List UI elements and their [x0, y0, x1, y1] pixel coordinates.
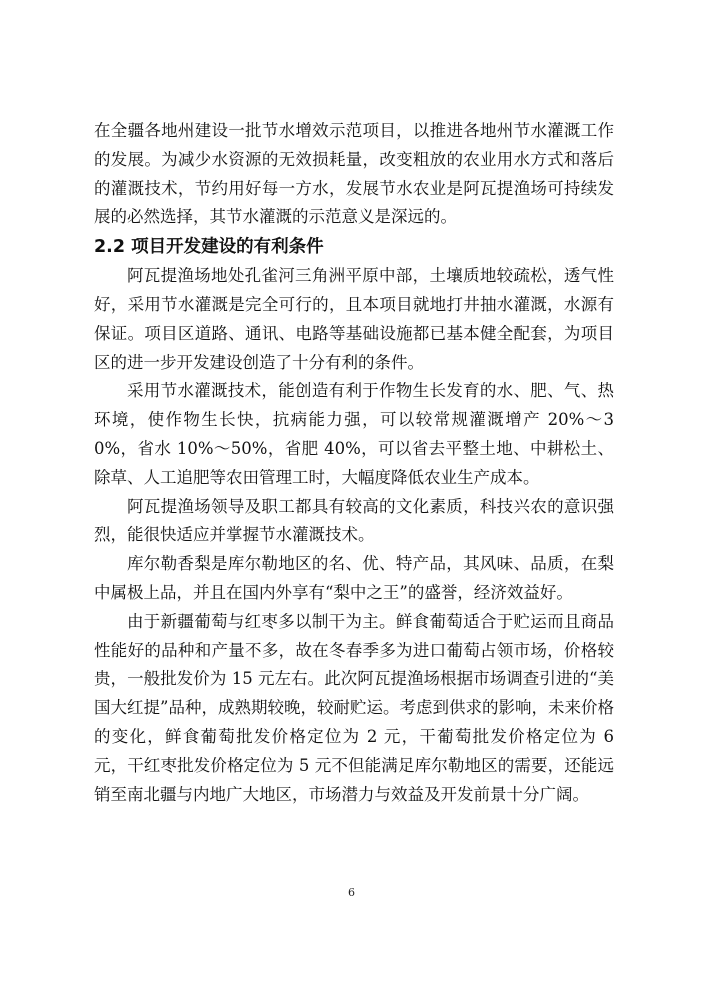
paragraph-irrigation-benefits: 采用节水灌溉技术，能创造有利于作物生长发育的水、肥、气、热环境，使作物生长快，抗病能力强，可以较常规灌溉增产 20%～30%，省水 10%～50%，省肥 40%，可以省去平整土地、中耕松土、除草、人工追肥等农田管理工时，大幅度降低农业生产成本。: [94, 381, 614, 487]
paragraph-grape-market: 由于新疆葡萄与红枣多以制干为主。鲜食葡萄适合于贮运而且商品性能好的品种和产量不多，故在冬春季多为进口葡萄占领市场，价格较贵，一般批发价为 15 元左右。此次阿瓦提渔场根据市场调查引进的“美国大红提”品种，成熟期较晚，较耐贮运。考虑到供求的影响，未来价格的变化，鲜食葡萄批发价格定位为 2 元，干葡萄批发价格定位为 6 元，干红枣批发价格定位为 5 元不但能满足库尔勒地区的需要，还能远销至南北疆与内地广大地区，市场潜力与效益及开发前景十分广阔。: [94, 611, 614, 804]
page-number: 6: [348, 886, 355, 899]
paragraph-korla-pear: 库尔勒香梨是库尔勒地区的名、优、特产品，其风味、品质，在梨中属极上品，并且在国内外享有“梨中之王”的盛誉，经济效益好。: [94, 554, 614, 602]
section-heading: 2.2 项目开发建设的有利条件: [94, 237, 324, 258]
paragraph-staff-quality: 阿瓦提渔场领导及职工都具有较高的文化素质，科技兴农的意识强烈，能很快适应并掌握节水灌溉技术。: [94, 496, 614, 545]
paragraph-favorable-soil: 阿瓦提渔场地处孔雀河三角洲平原中部，土壤质地较疏松，透气性好，采用节水灌溉是完全可行的，且本项目就地打井抽水灌溉，水源有保证。项目区道路、通讯、电路等基础设施都已基本健全配套，为项目区的进一步开发建设创造了十分有利的条件。: [94, 266, 614, 372]
document-body: [94, 117, 614, 809]
continuation-paragraph: 在全疆各地州建设一批节水增效示范项目，以推进各地州节水灌溉工作的发展。为减少水资源的无效损耗量，改变粗放的农业用水方式和落后的灌溉技术，节约用好每一方水，发展节水农业是阿瓦提渔场可持续发展的必然选择，其节水灌溉的示范意义是深远的。: [94, 121, 614, 227]
